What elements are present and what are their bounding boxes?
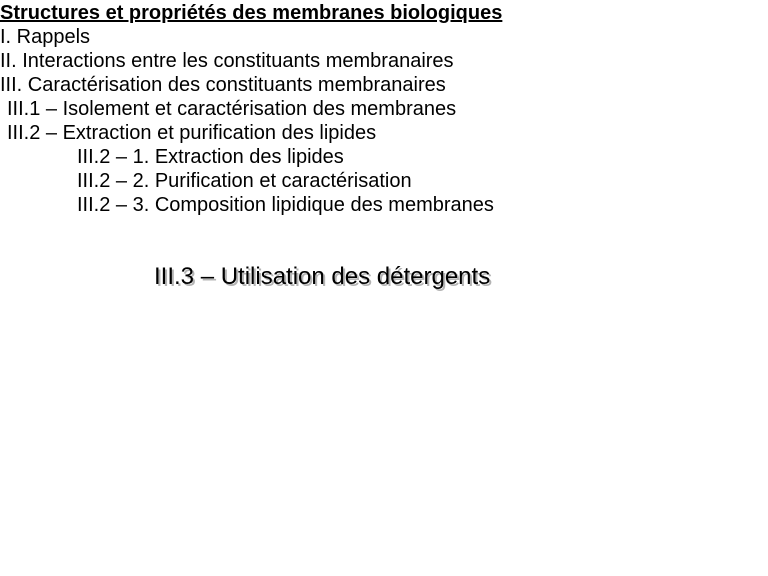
outline-subitem-3-1: III.1 – Isolement et caractérisation des membranes (7, 98, 457, 120)
outline-subsubitem-3-2-2: III.2 – 2. Purification et caractérisation (77, 170, 412, 192)
outline-item-1: I. Rappels (0, 26, 91, 48)
outline-item-2: II. Interactions entre les constituants membranaires (0, 50, 454, 72)
outline-subsubitem-3-2-3: III.2 – 3. Composition lipidique des membranes (77, 194, 494, 216)
outline-subitem-3-2: III.2 – Extraction et purification des lipides (7, 122, 377, 144)
outline-item-3: III. Caractérisation des constituants membranaires (0, 74, 446, 96)
outline-subsubitem-3-2-1: III.2 – 1. Extraction des lipides (77, 146, 344, 168)
slide-title: Structures et propriétés des membranes biologiques (0, 2, 503, 24)
current-section-heading: III.3 – Utilisation des détergents (154, 263, 491, 290)
